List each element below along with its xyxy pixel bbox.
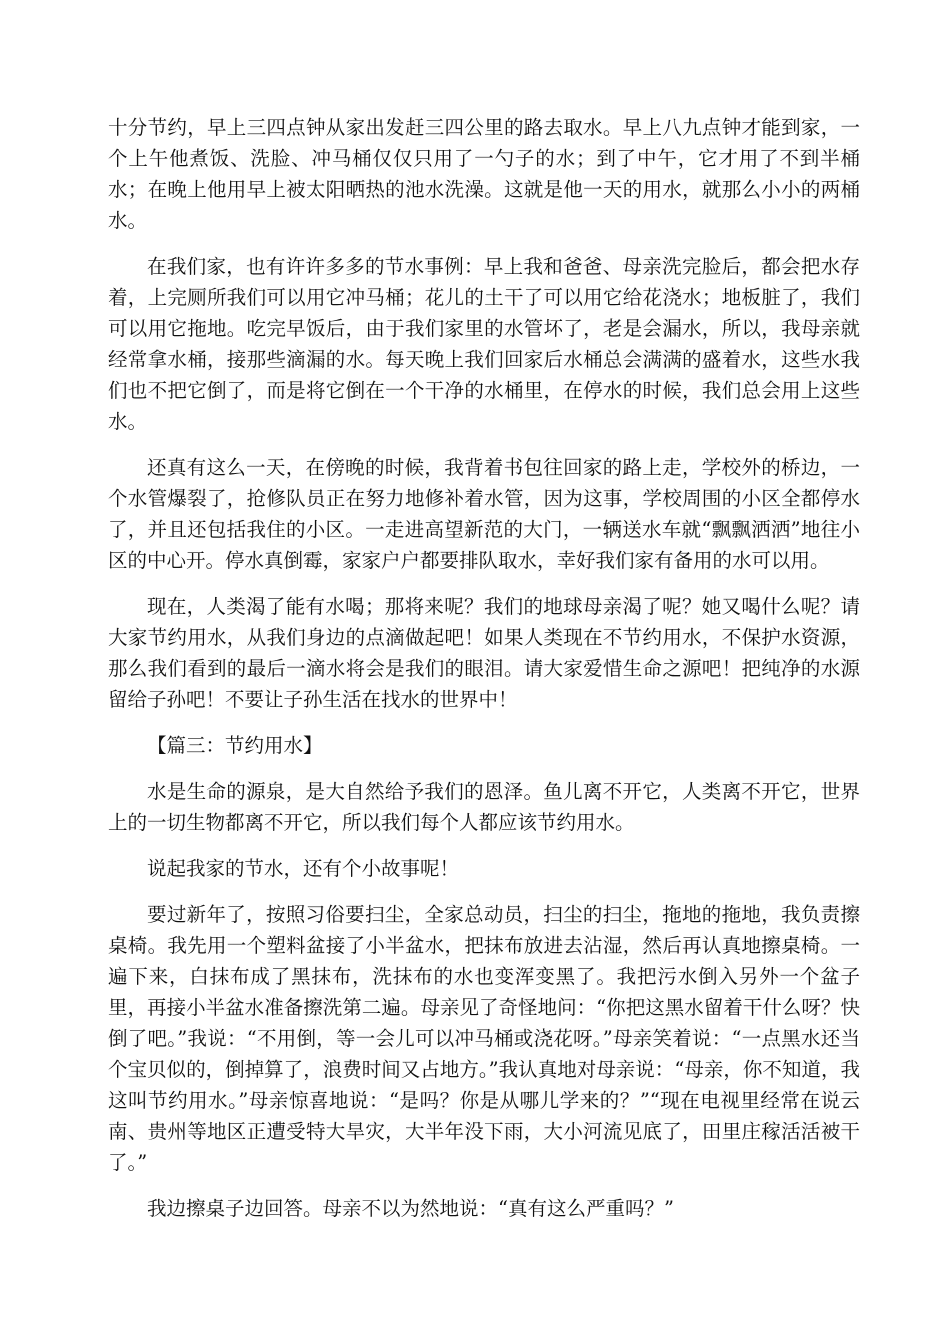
paragraph-continued: 十分节约，早上三四点钟从家出发赶三四公里的路去取水。早上八九点钟才能到家，一个上午他煮饭、洗脸、冲马桶仅仅只用了一勺子的水；到了中午，它才用了不到半桶水；在晚上他用早上被太阳晒热的池水洗澡。这就是他一天的用水，就那么小小的两桶水。 (108, 116, 860, 232)
paragraph-family-water-saving: 在我们家，也有许许多多的节水事例：早上我和爸爸、母亲洗完脸后，都会把水存着，上完厕所我们可以用它冲马桶；花儿的土干了可以用它给花浇水；地板脏了，我们可以用它拖地。吃完早饭后，由于我们家里的水管坏了，老是会漏水，所以，我母亲就经常拿水桶，接那些滴漏的水。每天晚上我们回家后水桶总会满满的盛着水，这些水我们也不把它倒了，而是将它倒在一个干净的水桶里，在停水的时候，我们总会用上这些水。 (108, 255, 860, 433)
paragraph-water-outage: 还真有这么一天，在傍晚的时候，我背着书包往回家的路上走，学校外的桥边，一个水管爆裂了，抢修队员正在努力地修补着水管，因为这事，学校周围的小区全都停水了，并且还包括我住的小区。一走进高望新范的大门，一辆送水车就“飘飘洒洒”地往小区的中心开。停水真倒霉，家家户户都要排队取水，幸好我们家有备用的水可以用。 (108, 456, 860, 572)
section-heading: 【篇三：节约用水】 (147, 734, 323, 757)
paragraph-source-of-life: 水是生命的源泉，是大自然给予我们的恩泽。鱼儿离不开它，人类离不开它，世界上的一切生物都离不开它，所以我们每个人都应该节约用水。 (108, 780, 860, 834)
paragraph-story-intro: 说起我家的节水，还有个小故事呢！ (147, 857, 460, 880)
document-page (108, 112, 860, 1239)
paragraph-new-year-cleaning: 要过新年了，按照习俗要扫尘，全家总动员，扫尘的扫尘，拖地的拖地，我负责擦桌椅。我先用一个塑料盆接了小半盆水，把抹布放进去沾湿，然后再认真地擦桌椅。一遍下来，白抹布成了黑抹布，洗抹布的水也变浑变黑了。我把污水倒入另外一个盆子里，再接小半盆水准备擦洗第二遍。母亲见了奇怪地问：“你把这黑水留着干什么呀？快倒了吧。”我说：“不用倒，等一会儿可以冲马桶或浇花呀。”母亲笑着说：“一点黑水还当个宝贝似的，倒掉算了，浪费时间又占地方。”我认真地对母亲说：“母亲，你不知道，我这叫节约用水。”母亲惊喜地说：“是吗？你是从哪儿学来的？”“现在电视里经常在说云南、贵州等地区正遭受特大旱灾，大半年没下雨，大小河流见底了，田里庄稼活活被干了。” (108, 903, 860, 1174)
paragraph-appeal: 现在，人类渴了能有水喝；那将来呢？我们的地球母亲渴了呢？她又喝什么呢？请大家节约用水，从我们身边的点滴做起吧！如果人类现在不节约用水，不保护水资源，那么我们看到的最后一滴水将会是我们的眼泪。请大家爱惜生命之源吧！把纯净的水源留给子孙吧！不要让子孙生活在找水的世界中！ (108, 595, 860, 711)
paragraph-mother-reply: 我边擦桌子边回答。母亲不以为然地说：“真有这么严重吗？” (147, 1197, 674, 1220)
